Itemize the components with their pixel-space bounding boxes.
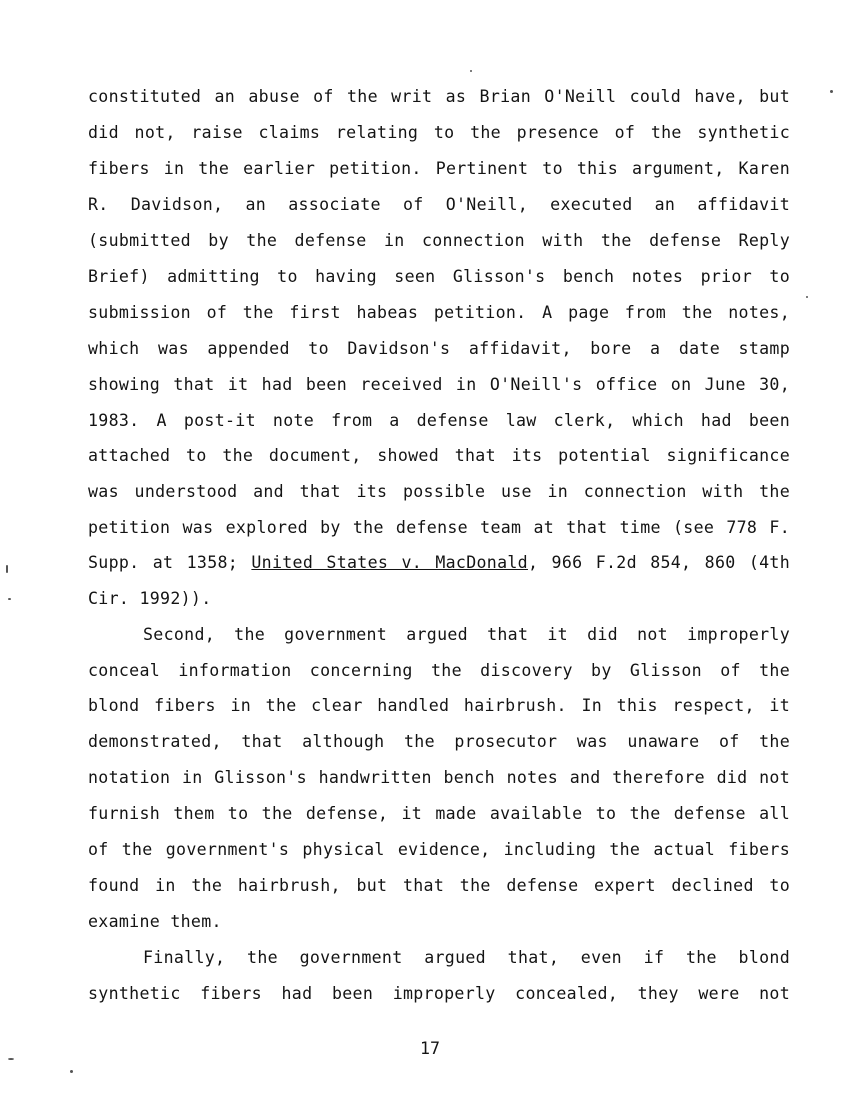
scan-speck [6,565,8,573]
text-line: furnish them to the defense, it made available to the defense all [88,804,790,823]
text-line: Cir. 1992)). [88,589,212,608]
text-line: attached to the document, showed that its potential significance [88,446,790,465]
scan-speck [830,90,833,93]
text-line: blond fibers in the clear handled hairbrush. In this respect, it [88,696,790,715]
text-line: notation in Glisson's handwritten bench notes and therefore did not [88,768,790,787]
text-line: which was appended to Davidson's affidavit, bore a date stamp [88,339,790,358]
text-line: constituted an abuse of the writ as Brian O'Neill could have, but [88,87,790,106]
text-line: petition was explored by the defense team at that time (see 778 F. [88,518,790,537]
scan-speck [8,1058,14,1060]
citation-text: Supp. at 1358; [88,553,252,572]
text-line: synthetic fibers had been improperly concealed, they were not [88,984,790,1003]
text-line: submission of the first habeas petition. A page from the notes, [88,303,790,322]
text-line: (submitted by the defense in connection with the defense Reply [88,231,790,250]
paragraph-first-line: Finally, the government argued that, even if the blond [143,948,790,967]
page-number: 17 [420,1039,440,1058]
citation-text: , 966 F.2d 854, 860 (4th [527,553,790,572]
text-line: 1983. A post-it note from a defense law clerk, which had been [88,411,790,430]
text-line: of the government's physical evidence, including the actual fibers [88,840,790,859]
text-line: fibers in the earlier petition. Pertinent to this argument, Karen [88,159,790,178]
citation-line [88,551,790,575]
scan-speck [70,1070,73,1073]
text-line: found in the hairbrush, but that the defense expert declined to [88,876,790,895]
case-name: United States v. MacDonald [251,553,528,572]
text-line: did not, raise claims relating to the presence of the synthetic [88,123,790,142]
paragraph-first-line: Second, the government argued that it did not improperly [143,625,790,644]
text-line: R. Davidson, an associate of O'Neill, executed an affidavit [88,195,790,214]
text-line: was understood and that its possible use in connection with the [88,482,790,501]
scan-speck [470,70,472,72]
text-line: conceal information concerning the discovery by Glisson of the [88,661,790,680]
scan-speck [8,598,11,600]
text-line: demonstrated, that although the prosecutor was unaware of the [88,732,790,751]
scan-speck [806,296,808,298]
text-line: Brief) admitting to having seen Glisson's bench notes prior to [88,267,790,286]
text-line: examine them. [88,912,222,931]
text-line: showing that it had been received in O'Neill's office on June 30, [88,375,790,394]
